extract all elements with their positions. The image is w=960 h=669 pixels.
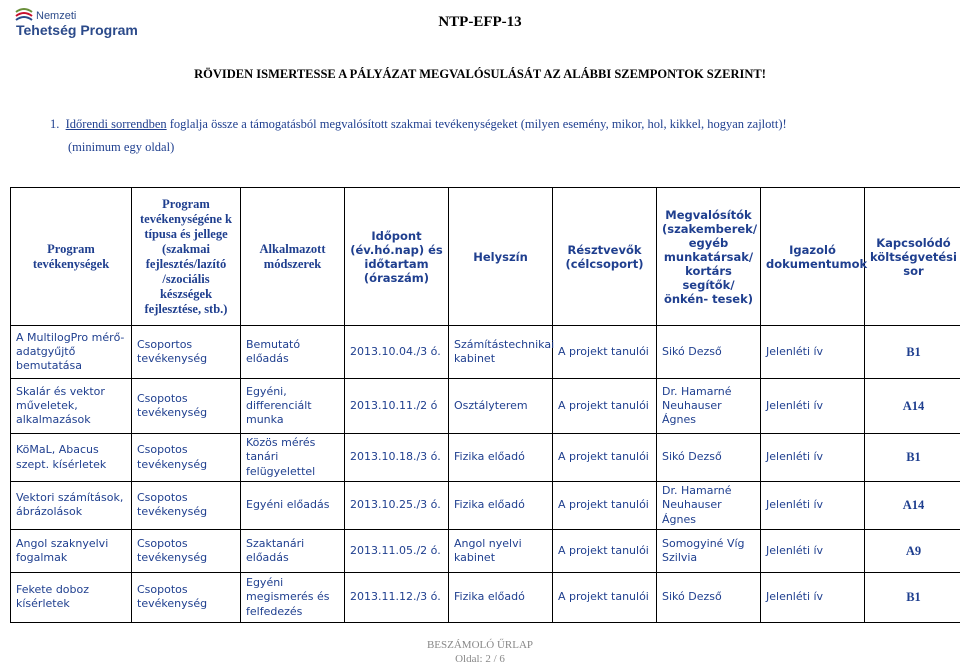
table-cell: Csopotos tevékenység xyxy=(132,434,241,482)
table-cell: Jelenléti ív xyxy=(761,326,865,379)
table-cell: Jelenléti ív xyxy=(761,529,865,572)
table-row xyxy=(11,379,960,434)
table-cell: Szaktanári előadás xyxy=(241,529,345,572)
header-helyszin: Helyszín xyxy=(449,188,553,326)
table-cell: Osztályterem xyxy=(449,379,553,434)
table-cell: Sikó Dezső xyxy=(657,434,761,482)
question-item xyxy=(50,117,787,132)
table-cell: Angol szaknyelvi fogalmak xyxy=(11,529,132,572)
table-header-row xyxy=(11,188,960,326)
activities-table xyxy=(10,187,960,623)
footer-page-number: Oldal: 2 / 6 xyxy=(455,652,505,665)
logo-arc-green xyxy=(16,9,32,12)
table-cell: B1 xyxy=(865,572,960,622)
table-cell: Fizika előadó xyxy=(449,572,553,622)
header-tipus-jelleg: Program tevékenységéne k típusa és jellege (szakmai fejlesztés/lazító /szociális készségek fejlesztése, stb.) xyxy=(132,188,241,326)
table-row xyxy=(11,529,960,572)
table-cell: Csopotos tevékenység xyxy=(132,482,241,530)
header-program-tevekenysegek: Program tevékenységek xyxy=(11,188,132,326)
table-cell: Dr. Hamarné Neuhauser Ágnes xyxy=(657,482,761,530)
header-megvalositok: Megvalósítók (szakemberek/ egyéb munkatársak/ kortárs segítők/önkén- tesek) xyxy=(657,188,761,326)
table-cell: A projekt tanulói xyxy=(553,482,657,530)
table-cell: A MultilogPro mérő-adatgyűjtő bemutatása xyxy=(11,326,132,379)
table-cell: Sikó Dezső xyxy=(657,572,761,622)
footer-form-title: BESZÁMOLÓ ŰRLAP xyxy=(426,639,534,651)
table-cell: 2013.10.25./3 ó. xyxy=(345,482,449,530)
table-cell: Dr. Hamarné Neuhauser Ágnes xyxy=(657,379,761,434)
table-cell: A14 xyxy=(865,482,960,530)
table-cell: A9 xyxy=(865,529,960,572)
table-cell: Egyéni megismerés és felfedezés xyxy=(241,572,345,622)
table-cell: 2013.10.11./2 ó xyxy=(345,379,449,434)
table-cell: A projekt tanulói xyxy=(553,572,657,622)
table-cell: Skalár és vektor műveletek, alkalmazások xyxy=(11,379,132,434)
table-cell: Jelenléti ív xyxy=(761,572,865,622)
header-idopont: Időpont (év.hó.nap) és időtartam (óraszám) xyxy=(345,188,449,326)
table-cell: Angol nyelvi kabinet xyxy=(449,529,553,572)
table-cell: B1 xyxy=(865,326,960,379)
logo-line2: Tehetség Program xyxy=(16,22,138,38)
table-cell: A14 xyxy=(865,379,960,434)
table-cell: A projekt tanulói xyxy=(553,326,657,379)
header-resztvevok: Résztvevők (célcsoport) xyxy=(553,188,657,326)
table-cell: Fekete doboz kísérletek xyxy=(11,572,132,622)
logo-line1: Nemzeti xyxy=(36,10,77,22)
table-cell: Bemutató előadás xyxy=(241,326,345,379)
table-cell: Vektori számítások, ábrázolások xyxy=(11,482,132,530)
table-row xyxy=(11,572,960,622)
table-cell: 2013.10.18./3 ó. xyxy=(345,434,449,482)
table-cell: Csopotos tevékenység xyxy=(132,379,241,434)
table-cell: 2013.10.04./3 ó. xyxy=(345,326,449,379)
table-cell: Somogyiné Víg Szilvia xyxy=(657,529,761,572)
table-row xyxy=(11,326,960,379)
section-heading: RÖVIDEN ISMERTESSE A PÁLYÁZAT MEGVALÓSULÁSÁT AZ ALÁBBI SZEMPONTOK SZERINT! xyxy=(194,67,766,81)
header-koltsegvetesi-sor: Kapcsolódó költségvetési sor xyxy=(865,188,960,326)
table-cell: Jelenléti ív xyxy=(761,482,865,530)
table-cell: Egyéni, differenciált munka xyxy=(241,379,345,434)
table-cell: A projekt tanulói xyxy=(553,379,657,434)
table-cell: A projekt tanulói xyxy=(553,434,657,482)
table-cell: Közös mérés tanári felügyelettel xyxy=(241,434,345,482)
item-minimum-note: (minimum egy oldal) xyxy=(68,140,175,154)
table-row xyxy=(11,482,960,530)
item-number: 1. xyxy=(50,117,60,131)
table-cell: Csopotos tevékenység xyxy=(132,572,241,622)
table-cell: Egyéni előadás xyxy=(241,482,345,530)
table-cell: Számítástechnikai kabinet xyxy=(449,326,553,379)
table-cell: B1 xyxy=(865,434,960,482)
table-cell: A projekt tanulói xyxy=(553,529,657,572)
item-underlined: Időrendi sorrendben xyxy=(65,117,167,131)
table-cell: Fizika előadó xyxy=(449,434,553,482)
table-cell: Jelenléti ív xyxy=(761,434,865,482)
header-modszerek: Alkalmazott módszerek xyxy=(241,188,345,326)
table-cell: 2013.11.05./2 ó. xyxy=(345,529,449,572)
table-cell: 2013.11.12./3 ó. xyxy=(345,572,449,622)
page-footer xyxy=(0,639,960,667)
table-cell: KöMaL, Abacus szept. kísérletek xyxy=(11,434,132,482)
table-row xyxy=(11,434,960,482)
document-code: NTP-EFP-13 xyxy=(438,14,522,30)
table-cell: Csoportos tevékenység xyxy=(132,326,241,379)
table-cell: Fizika előadó xyxy=(449,482,553,530)
table-cell: Sikó Dezső xyxy=(657,326,761,379)
header-igazolo: Igazoló dokumentumok xyxy=(761,188,865,326)
item-text: foglalja össze a támogatásból megvalósított szakmai tevékenységeket (milyen esemény, mikor, hol, kikkel, hogyan zajlott)! xyxy=(166,117,787,131)
table-cell: Jelenléti ív xyxy=(761,379,865,434)
table-cell: Csopotos tevékenység xyxy=(132,529,241,572)
